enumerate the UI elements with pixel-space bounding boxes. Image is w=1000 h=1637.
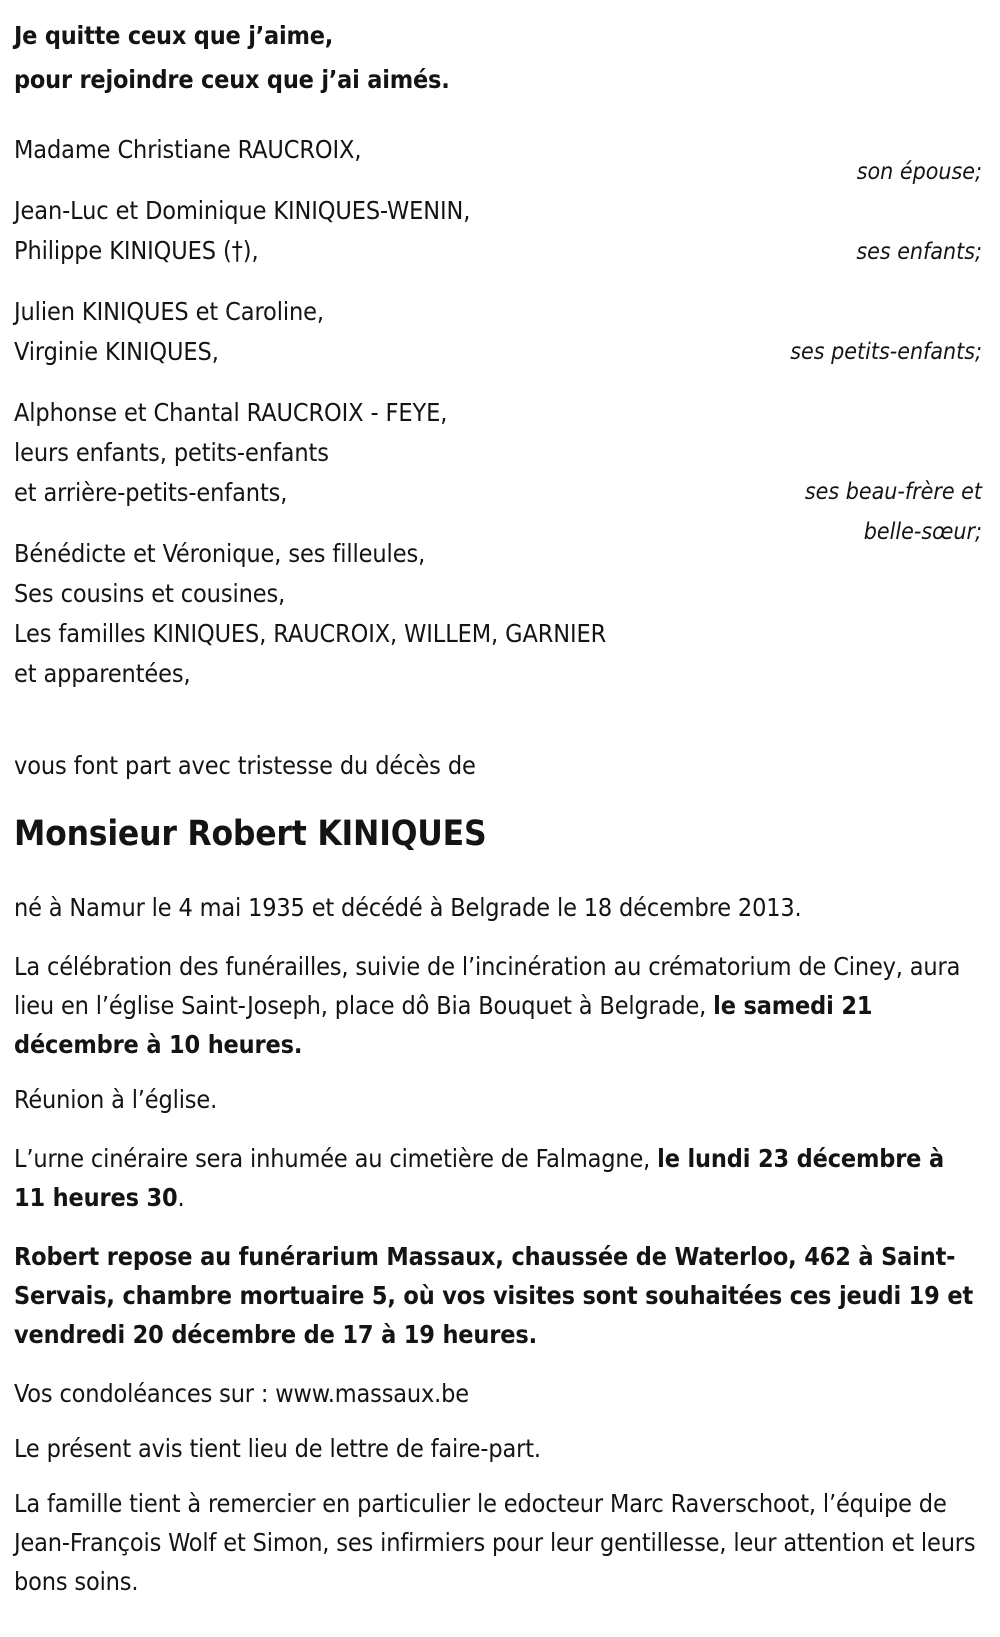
family-names-column <box>14 130 704 694</box>
family-name-line: et apparentées, <box>14 659 191 688</box>
family-listing <box>14 130 982 694</box>
family-group-children <box>14 191 704 271</box>
ceremony-intro: La célébration des funérailles, suivie de l’incinération au crématorium de Ciney, aura lieu en l’église Saint-Joseph, place dô Bia Bouquet à Belgrade, <box>14 952 961 1020</box>
relation-spouse: son épouse; <box>856 159 982 185</box>
epigraph <box>14 14 982 102</box>
burial-end: . <box>177 1183 185 1212</box>
family-name-line: Julien KINIQUES et Caroline, <box>14 297 324 326</box>
burial-intro: L’urne cinéraire sera inhumée au cimetière de Falmagne, <box>14 1144 658 1173</box>
deceased-name: Monsieur Robert KINIQUES <box>14 814 487 854</box>
family-relations-column <box>712 130 982 570</box>
family-name-line: Les familles KINIQUES, RAUCROIX, WILLEM, GARNIER <box>14 619 607 648</box>
family-group-in-laws <box>14 393 704 513</box>
family-name-line: Madame Christiane RAUCROIX, <box>14 135 362 164</box>
ceremony-paragraph <box>14 947 982 1064</box>
faire-part-line: Le présent avis tient lieu de lettre de faire-part. <box>14 1434 541 1463</box>
relation-children: ses enfants; <box>856 239 982 265</box>
family-name-line: Alphonse et Chantal RAUCROIX - FEYE, <box>14 398 448 427</box>
family-name-line: et arrière-petits-enfants, <box>14 478 288 507</box>
family-name-line: Philippe KINIQUES (†), <box>14 236 259 265</box>
relation-in-laws: ses beau-frère et belle-sœur; <box>804 479 982 545</box>
family-name-line: leurs enfants, petits-enfants <box>14 438 329 467</box>
family-name-line: Bénédicte et Véronique, ses filleules, <box>14 539 426 568</box>
family-group-spouse <box>14 130 704 170</box>
relation-grandchildren: ses petits-enfants; <box>790 339 982 365</box>
thanks-paragraph: La famille tient à remercier en particulier le edocteur Marc Raverschoot, l’équipe de Jean-François Wolf et Simon, ses infirmiers pour leur gentillesse, leur attention et leurs bons soins. <box>14 1489 976 1596</box>
birth-death-line: né à Namur le 4 mai 1935 et décédé à Belgrade le 18 décembre 2013. <box>14 893 802 922</box>
condolences-line: Vos condoléances sur : www.massaux.be <box>14 1379 469 1408</box>
epigraph-line-1: Je quitte ceux que j’aime, <box>14 21 334 50</box>
epigraph-line-2: pour rejoindre ceux que j’ai aimés. <box>14 65 450 94</box>
family-name-line: Jean-Luc et Dominique KINIQUES-WENIN, <box>14 196 471 225</box>
gathering-line: Réunion à l’église. <box>14 1085 218 1114</box>
family-name-line: Virginie KINIQUES, <box>14 337 219 366</box>
family-name-line: Ses cousins et cousines, <box>14 579 286 608</box>
burial-datetime: le lundi 23 décembre à 11 heures 30 <box>14 1144 944 1212</box>
family-group-grandchildren <box>14 292 704 372</box>
ceremony-datetime: le samedi 21 décembre à 10 heures. <box>14 991 873 1059</box>
funerarium-paragraph: Robert repose au funérarium Massaux, chaussée de Waterloo, 462 à Saint-Servais, chambre mortuaire 5, où vos visites sont souhaitées ces jeudi 19 et vendredi 20 décembre de 17 à 19 heures. <box>14 1242 974 1349</box>
announce-line: vous font part avec tristesse du décès de <box>14 751 476 780</box>
family-group-others <box>14 534 704 694</box>
burial-paragraph <box>14 1139 982 1217</box>
